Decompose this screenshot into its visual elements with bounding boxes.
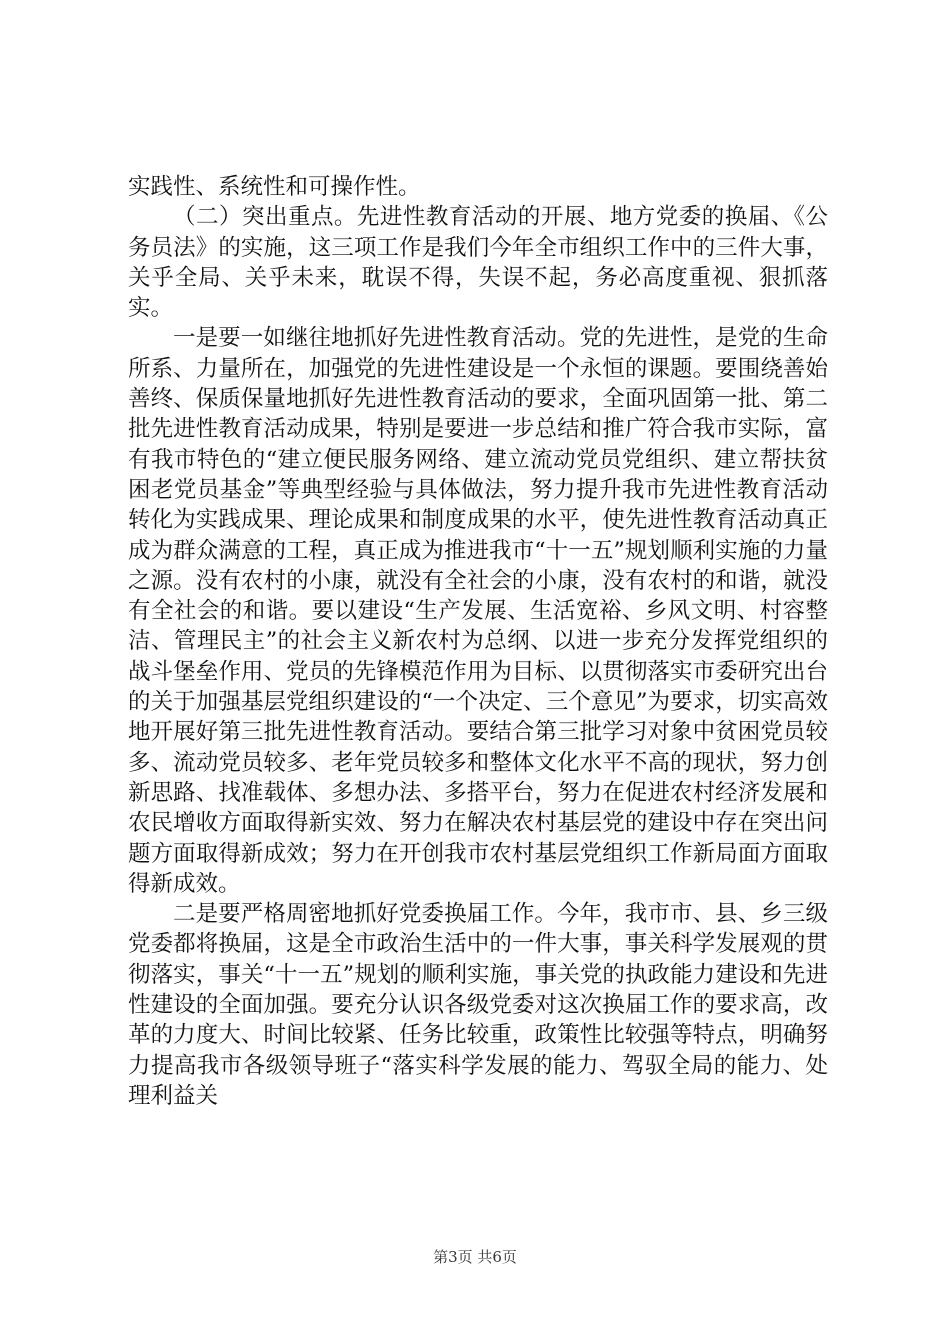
paragraph-key-points: （二）突出重点。先进性教育活动的开展、地方党委的换届、《公务员法》的实施，这三项工作是我们今年全市组织工作中的三件大事，关乎全局、关乎未来，耽误不得，失误不起，务必高度重视、狠抓落实。 [128, 204, 828, 322]
paragraph-advanced-education: 一是要一如继往地抓好先进性教育活动。党的先进性，是党的生命所系、力量所在，加强党的先进性建设是一个永恒的课题。要围绕善始善终、保质保量地抓好先进性教育活动的要求，全面巩固第一批、第二批先进性教育活动成果，特别是要进一步总结和推广符合我市实际，富有我市特色的“建立便民服务网络、建立流动党员党组织、建立帮扶贫困老党员基金”等典型经验与具体做法，努力提升我市先进性教育活动转化为实践成果、理论成果和制度成果的水平，使先进性教育活动真正成为群众满意的工程，真正成为推进我市“十一五”规划顺利实施的力量之源。没有农村的小康，就没有全社会的小康，没有农村的和谐，就没有全社会的和谐。要以建设“生产发展、生活宽裕、乡风文明、村容整洁、管理民主”的社会主义新农村为总纲、以进一步充分发挥党组织的战斗堡垒作用、党员的先锋模范作用为目标、以贯彻落实市委研究出台的关于加强基层党组织建设的“一个决定、三个意见”为要求，切实高效地开展好第三批先进性教育活动。要结合第三批学习对象中贫困党员较多、流动党员较多、老年党员较多和整体文化水平不高的现状，努力创新思路、找准载体、多想办法、多搭平台，努力在促进农村经济发展和农民增收方面取得新实效、努力在解决农村基层党的建设中存在突出问题方面取得新成效；努力在开创我市农村基层党组织工作新局面方面取得新成效。 [128, 325, 828, 897]
document-body [128, 172, 828, 1111]
page-footer: 第3页 共6页 [433, 1248, 517, 1266]
paragraph-committee-election: 二是要严格周密地抓好党委换届工作。今年，我市市、县、乡三级党委都将换届，这是全市政治生活中的一件大事，事关科学发展观的贯彻落实，事关“十一五”规划的顺利实施，事关党的执政能力建设和先进性建设的全面加强。要充分认识各级党委对这次换届工作的要求高，改革的力度大、时间比较紧、任务比较重，政策性比较强等特点，明确努力提高我市各级领导班子“落实科学发展的能力、驾驭全局的能力、处理利益关 [128, 901, 828, 1109]
paragraph-continuation: 实践性、系统性和可操作性。 [128, 174, 421, 200]
